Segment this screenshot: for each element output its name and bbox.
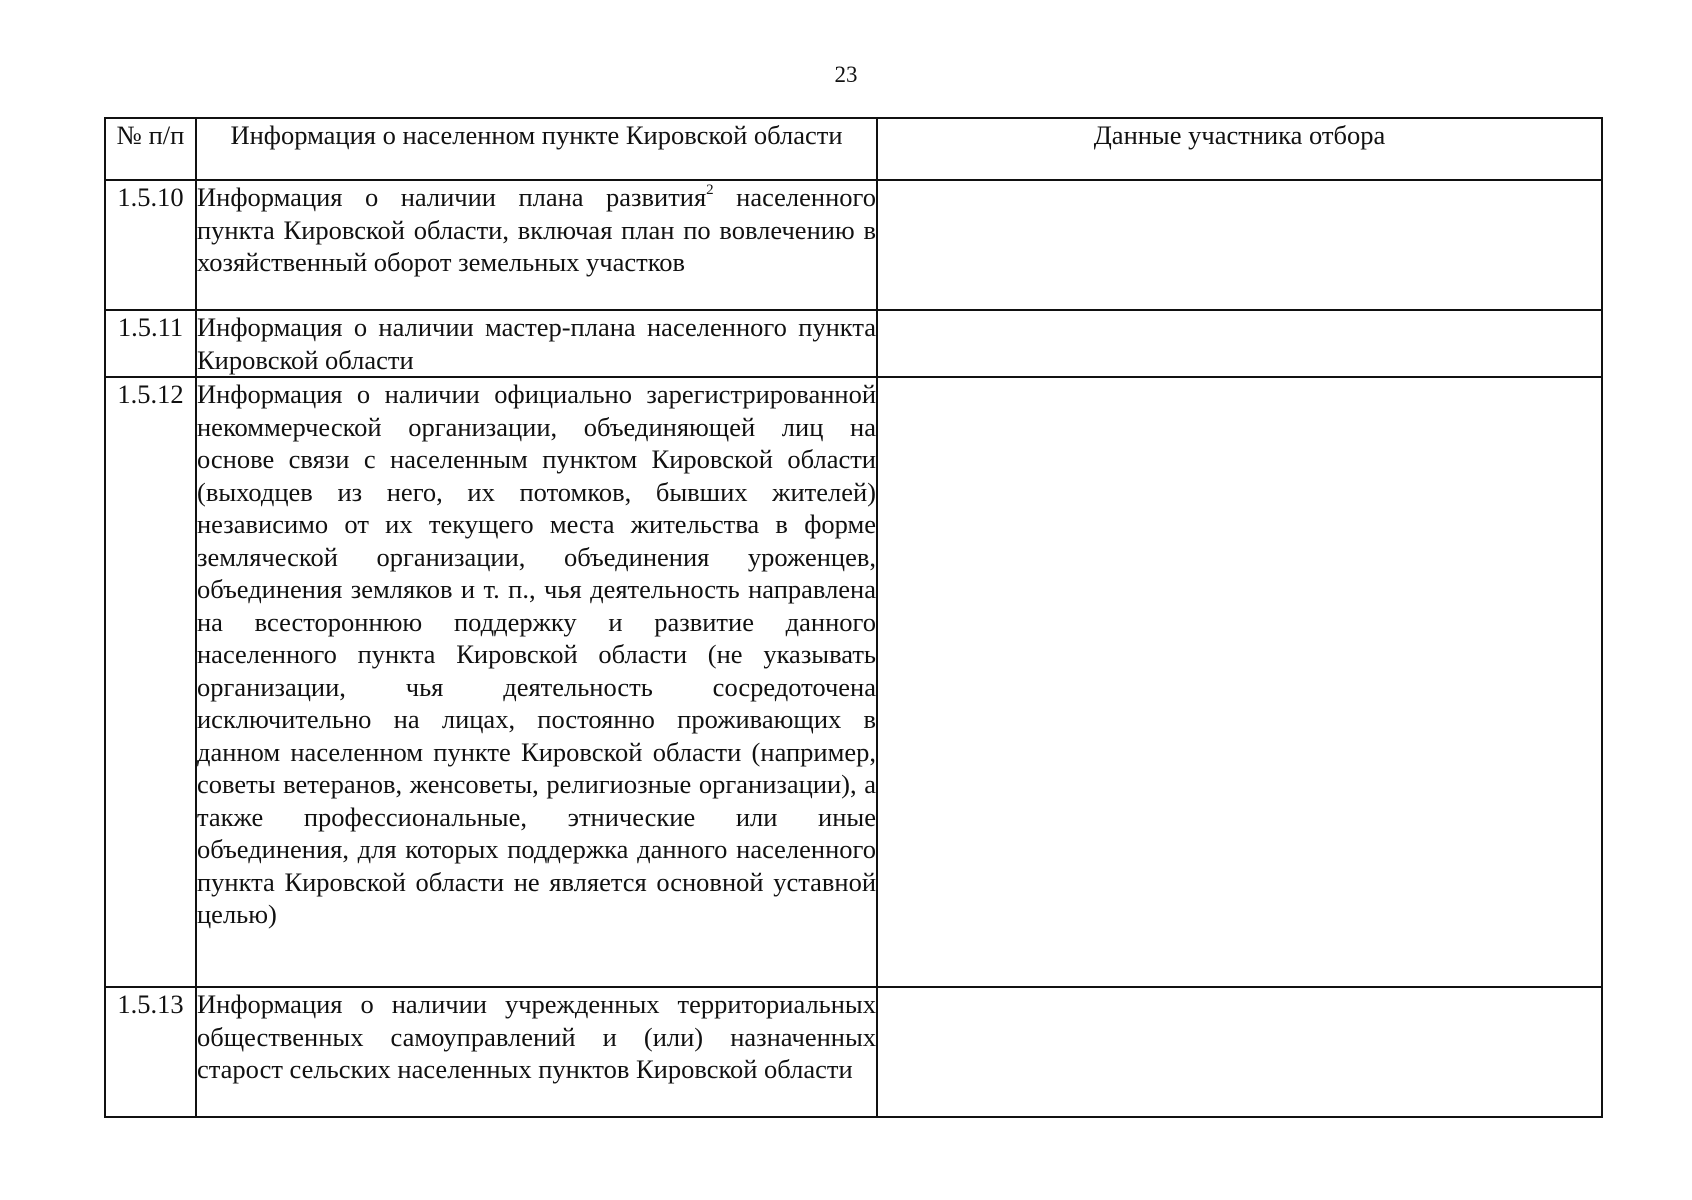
row-data-cell[interactable] — [877, 987, 1602, 1117]
row-data-cell[interactable] — [877, 180, 1602, 310]
header-number: № п/п — [105, 118, 196, 180]
table-header-row — [105, 118, 1602, 180]
row-data-cell[interactable] — [877, 377, 1602, 987]
table-row — [105, 987, 1602, 1117]
row-info — [196, 180, 877, 310]
row-number: 1.5.11 — [105, 310, 196, 377]
row-info: Информация о наличии мастер-плана населенного пункта Кировской области — [196, 310, 877, 377]
row-info-text: Информация о наличии плана развития — [197, 182, 707, 212]
header-data: Данные участника отбора — [877, 118, 1602, 180]
row-number: 1.5.10 — [105, 180, 196, 310]
table-row — [105, 180, 1602, 310]
table-row — [105, 377, 1602, 987]
page-number: 23 — [834, 62, 858, 87]
row-info: Информация о наличии учрежденных территориальных общественных самоуправлений и (или) назначенных старост сельских населенных пунктов Кировской области — [196, 987, 877, 1117]
row-data-cell[interactable] — [877, 310, 1602, 377]
row-number: 1.5.13 — [105, 987, 196, 1117]
row-number: 1.5.12 — [105, 377, 196, 987]
selection-data-table — [104, 117, 1603, 1118]
row-info-text-cont: населенного пункта Кировской области, включая план по вовлечению в хозяйственный оборот земельных участков — [197, 182, 876, 277]
header-info: Информация о населенном пункте Кировской области — [196, 118, 877, 180]
row-info: Информация о наличии официально зарегистрированной некоммерческой организации, объединяющей лиц на основе связи с населенным пунктом Кировской области (выходцев из него, их потомков, бывших жителей) независимо от их текущего места жительства в форме земляческой организации, объединения уроженцев, объединения земляков и т. п., чья деятельность направлена на всестороннюю поддержку и развитие данного населенного пункта Кировской области (не указывать организации, чья деятельность сосредоточена исключительно на лицах, постоянно проживающих в данном населенном пункте Кировской области (например, советы ветеранов, женсоветы, религиозные организации), а также профессиональные, этнические или иные объединения, для которых поддержка данного населенного пункта Кировской области не является основной уставной целью) — [196, 377, 877, 987]
footnote-marker: 2 — [706, 182, 714, 199]
table-row — [105, 310, 1602, 377]
